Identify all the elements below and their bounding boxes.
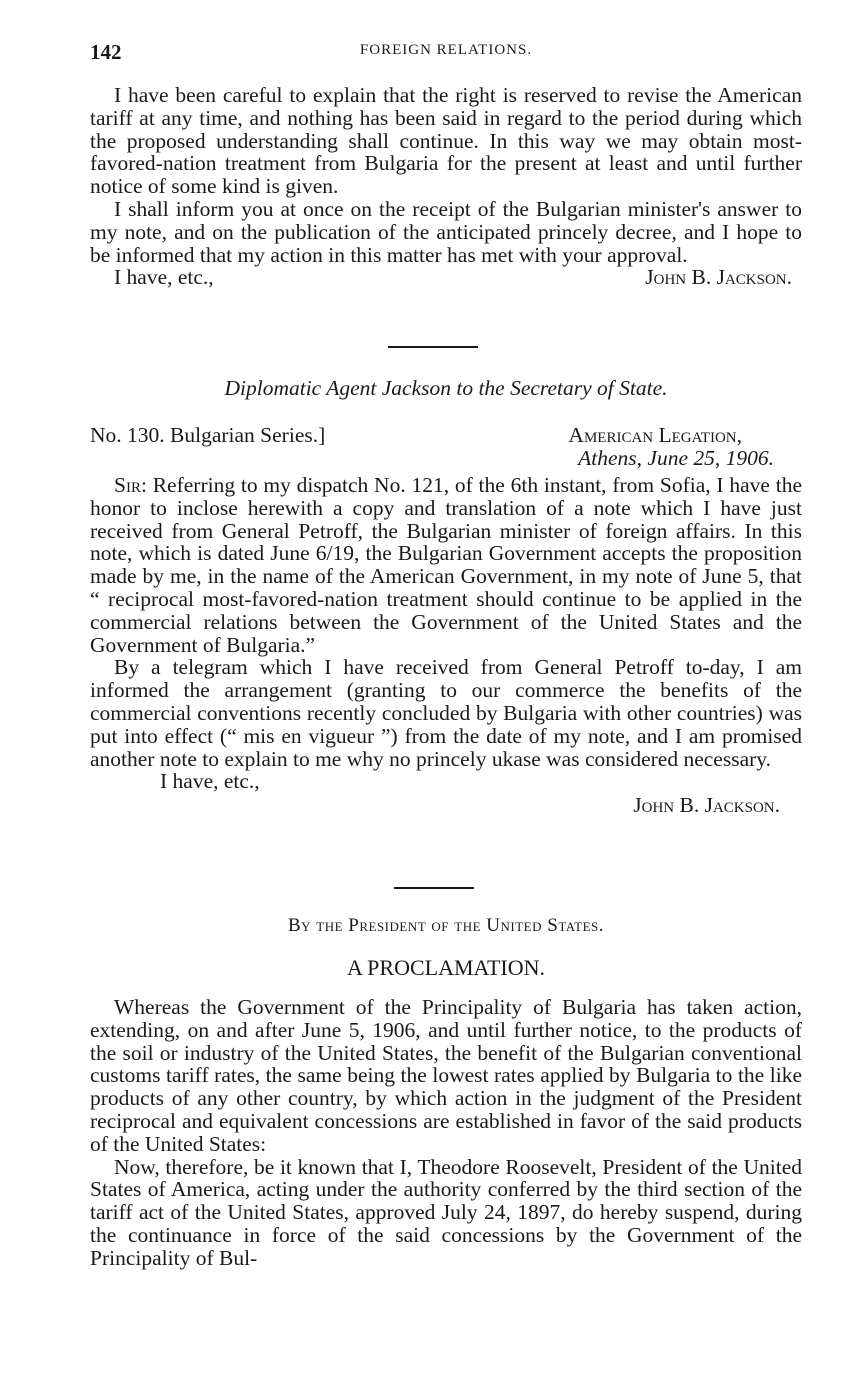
letter2-paragraph-text: Referring to my dispatch No. 121, of the 6th instant, from Sofia, I have the honor to inclose herewith a copy and translation of a note which I have just received from General Petroff, the Bulgarian minister of foreign affairs. In this note, which is dated June 6/19, the Bulgarian Government accepts the proposition made by me, in the name of the American Government, in my note of June 5, that “ reciprocal most-favored-nation treatment should continue to be applied in the commercial relations between the Government of the United States and the Government of Bulgaria.” — [90, 473, 803, 657]
proclamation-paragraph: Now, therefore, be it known that I, Theodore Roosevelt, President of the United States of America, acting under the authority conferred by the third section of the tariff act of the United States, approved July 24, 1897, do hereby suspend, during the continuance in force of the said concessions by the Government of the Principality of Bul- — [90, 1154, 802, 1270]
proclamation-title: A PROCLAMATION. — [346, 955, 546, 980]
running-title: FOREIGN RELATIONS. — [359, 42, 533, 58]
letter2-paragraph: By a telegram which I have received from General Petroff to-day, I am informed the arrangement (granting to our commerce the benefits of the commercial conventions recently concluded by Bulgaria with other countries) was put into effect (“ mis en vigueur ”) from the date of my note, and I am promised another note to explain to me why no princely ukase was considered necessary. — [90, 655, 802, 771]
section-divider — [388, 346, 478, 348]
letter1-paragraph: I have been careful to explain that the right is reserved to revise the American tariff at any time, and nothing has been said in regard to the period during which the proposed understanding shall continue. In this way we may obtain most-favored-nation treatment from Bulgaria for the present at least and until further notice of some kind is given. — [90, 83, 802, 199]
section-divider — [394, 887, 474, 889]
letter1-signature: John B. Jackson. — [645, 265, 792, 290]
letter1-closing-row — [90, 266, 802, 290]
letter1-closing: I have, etc., — [114, 265, 214, 290]
proclamation-heading: By the President of the United States. — [287, 915, 605, 936]
dispatch-number: No. 130. Bulgarian Series.] — [90, 423, 326, 447]
letter2-signature: John B. Jackson. — [633, 793, 780, 818]
letter2-closing-row — [90, 770, 802, 818]
letter2-dateline — [90, 424, 802, 474]
page-header — [90, 40, 802, 66]
letter2-heading: Diplomatic Agent Jackson to the Secretary of State. — [224, 376, 668, 400]
page-number: 142 — [90, 40, 122, 64]
letter-1 — [90, 84, 802, 290]
proclamation-body — [90, 996, 802, 1270]
legation-name: American Legation, — [568, 423, 742, 447]
letter2-closing: I have, etc., — [160, 769, 260, 794]
place-date: Athens, June 25, 1906. — [578, 446, 774, 470]
letter1-paragraph: I shall inform you at once on the receipt of the Bulgarian minister's answer to my note, and on the publication of the anticipated princely decree, and I hope to be informed that my action in this matter has met with your approval. — [90, 196, 802, 267]
salutation: Sir: — [114, 473, 147, 497]
letter-2 — [90, 474, 802, 818]
letter2-paragraph — [90, 474, 802, 656]
proclamation-paragraph: Whereas the Government of the Principality of Bulgaria has taken action, extending, on and after June 5, 1906, and until further notice, to the products of the soil or industry of the United States, the benefit of the Bulgarian conventional customs tariff rates, the same being the lowest rates applied by Bulgaria to the like products of any other country, by which action in the judgment of the President reciprocal and equivalent concessions are established in favor of the said products of the United States: — [90, 995, 802, 1156]
